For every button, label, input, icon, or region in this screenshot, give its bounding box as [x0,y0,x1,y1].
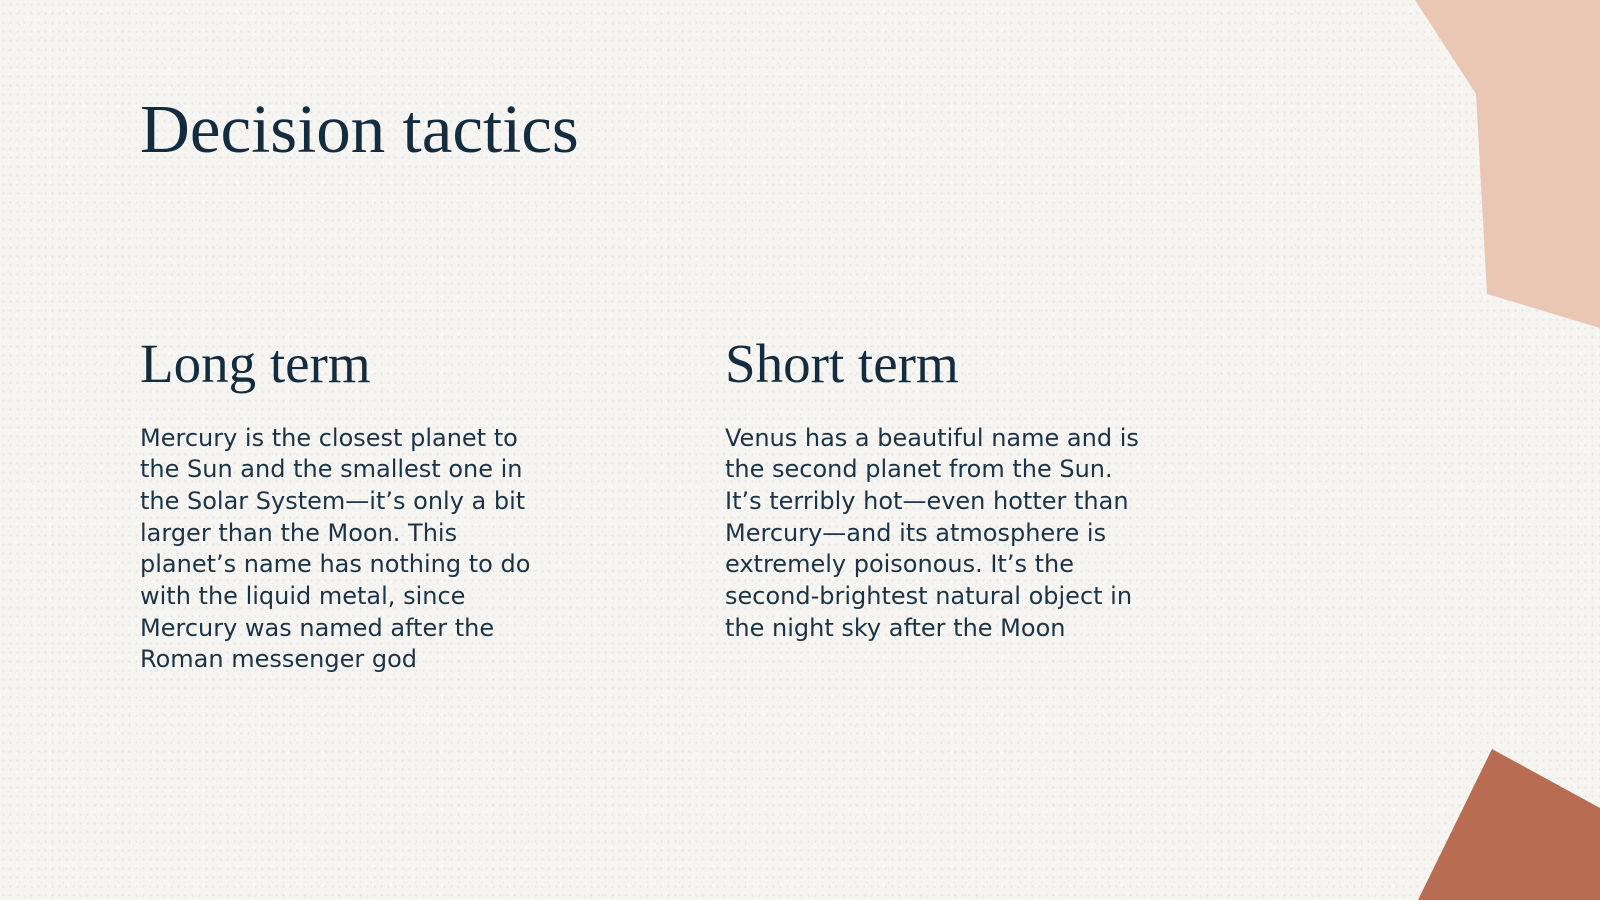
long-term-body: Mercury is the closest planet to the Sun and the smallest one in the Solar System—it’s only a bit larger than the Moon. This planet’s name has nothing to do with the liquid metal, since Mercury was named after the Roman messenger god [140,423,531,674]
short-term-column [725,334,1145,644]
long-term-heading: Long term [140,333,371,394]
slide-title: Decision tactics [140,91,579,167]
short-term-heading: Short term [725,333,959,394]
terracotta-shape-bottom-right [1418,749,1600,900]
short-term-body: Venus has a beautiful name and is the second planet from the Sun. It’s terribly hot—even hotter than Mercury—and its atmosphere is extremely poisonous. It’s the second-brightest natural object in the night sky after the Moon [725,423,1139,642]
peach-shape-top-right [1415,0,1600,328]
long-term-column [140,334,560,676]
